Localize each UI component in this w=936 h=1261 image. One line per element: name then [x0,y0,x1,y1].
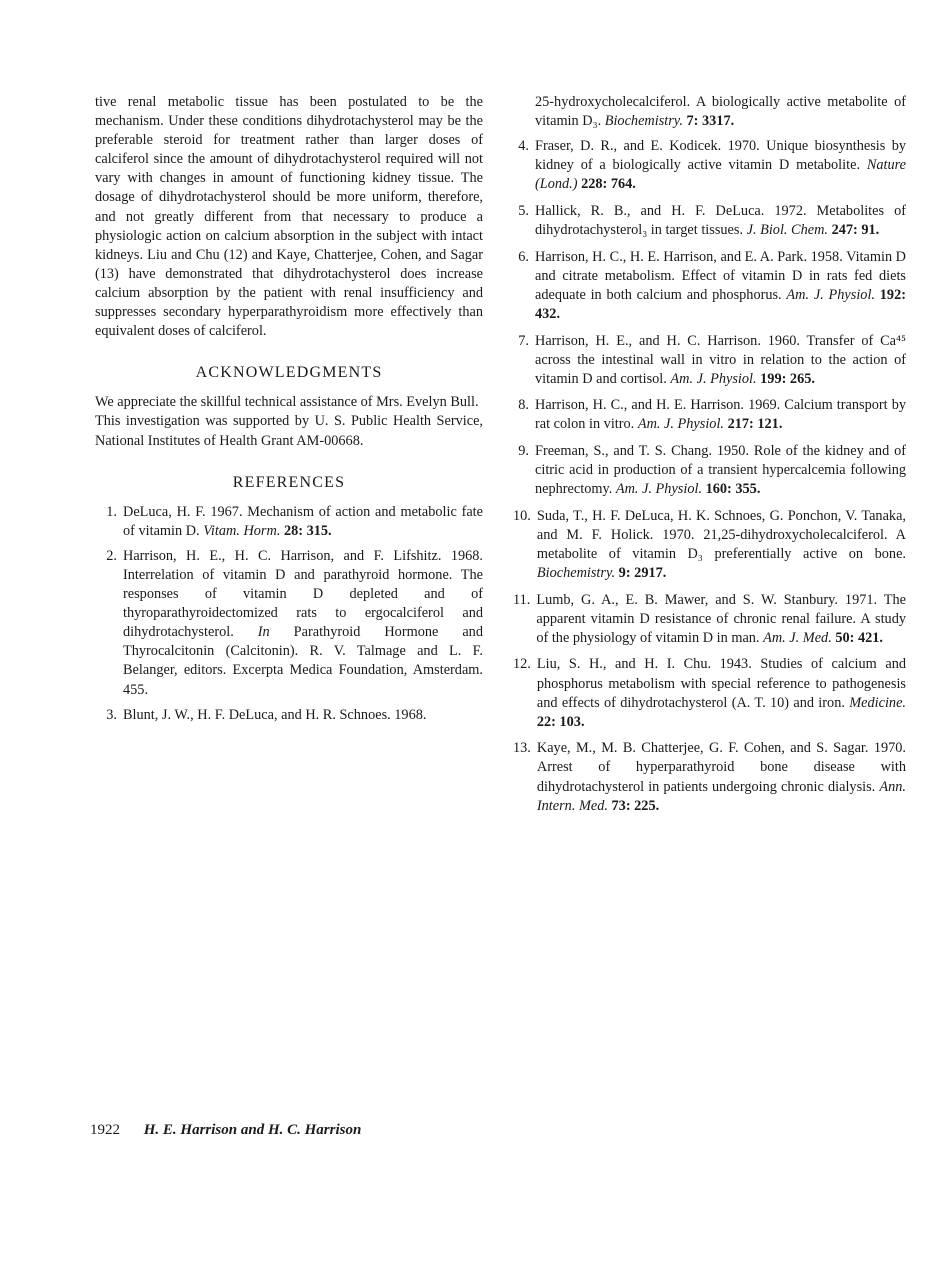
reference-item [513,739,906,815]
reference-item [513,396,906,434]
reference-item [513,591,906,648]
reference-number: 8. [518,397,529,414]
reference-item [95,503,483,541]
acknowledgments-heading: ACKNOWLEDGMENTS [195,364,383,382]
reference-continuation: 25-hydroxycholecalciferol. A biologically active metabolite of vitamin D₃. Biochemistry. 7: 3317. [535,94,906,130]
reference-text: Harrison, H. E., and H. C. Harrison. 1960. Transfer of Ca⁴⁵ across the intestinal wall in vitro in relation to the action of vitamin D and cortisol. Am. J. Physiol. 199: 265. [535,332,906,387]
reference-item [513,248,906,324]
page-number: 1922 [90,1122,120,1138]
reference-number: 11. [513,591,531,608]
reference-text: Suda, T., H. F. DeLuca, H. K. Schnoes, G. Ponchon, V. Tanaka, and M. F. Holick. 1970. 21,25-dihydroxycholecalciferol. A metabolite of vitamin D₃ preferentially active on bone. Biochemistry. 9: 2917. [536,507,906,582]
reference-number: 7. [518,332,529,349]
reference-number: 3. [106,706,117,723]
right-column [513,93,906,823]
reference-number: 13. [513,740,531,757]
reference-text: Blunt, J. W., H. F. DeLuca, and H. R. Schnoes. 1968. [123,706,427,723]
reference-item [95,547,483,700]
reference-text: DeLuca, H. F. 1967. Mechanism of action and metabolic fate of vitamin D. Vitam. Horm. 28: 315. [123,503,483,539]
reference-number: 2. [106,547,117,564]
reference-number: 12. [513,656,531,673]
running-authors: H. E. Harrison and H. C. Harrison [143,1122,362,1138]
reference-number: 10. [513,507,531,524]
reference-text: Hallick, R. B., and H. F. DeLuca. 1972. Metabolites of dihydrotachysterol₃ in target tissues. J. Biol. Chem. 247: 91. [535,202,906,239]
reference-item [513,202,906,240]
reference-item [513,655,906,731]
reference-text: Kaye, M., M. B. Chatterjee, G. F. Cohen, and S. Sagar. 1970. Arrest of hyperparathyroid bone disease with dihydrotachysterol in patients undergoing chronic dialysis. Ann. Intern. Med. 73: 225. [536,740,906,814]
reference-number: 6. [518,248,529,265]
reference-number: 5. [518,202,529,219]
reference-number: 4. [518,138,529,155]
reference-text: Harrison, H. C., and H. E. Harrison. 1969. Calcium transport by rat colon in vitro. Am. J. Physiol. 217: 121. [535,397,906,433]
reference-item [513,507,906,583]
reference-text: Liu, S. H., and H. I. Chu. 1943. Studies of calcium and phosphorus metabolism with special reference to pathogenesis and effects of dihydrotachysterol (A. T. 10) and iron. Medicine. 22: 103. [536,656,906,730]
acknowledgment-paragraph: We appreciate the skillful technical assistance of Mrs. Evelyn Bull. [95,394,479,411]
left-column [95,93,483,731]
reference-text: Fraser, D. R., and E. Kodicek. 1970. Unique biosynthesis by kidney of a biologically active vitamin D metabolite. Nature (Lond.) 228: 764. [535,138,906,193]
reference-item [513,442,906,499]
funding-paragraph: This investigation was supported by U. S. Public Health Service, National Institutes of Health Grant AM-00668. [95,413,483,449]
reference-text: Harrison, H. C., H. E. Harrison, and E. A. Park. 1958. Vitamin D and citrate metabolism. Effect of vitamin D in rats fed diets adequate in both calcium and phosphorus. Am. J. Physiol. 192: 432. [535,248,906,322]
reference-item [95,706,483,725]
reference-number: 9. [518,443,529,459]
reference-text: Freeman, S., and T. S. Chang. 1950. Role of the kidney and of citric acid in production of a transient hypercalcemia following nephrectomy. Am. J. Physiol. 160: 355. [535,443,906,498]
page-footer [90,1122,361,1139]
reference-text: Lumb, G. A., E. B. Mawer, and S. W. Stanbury. 1971. The apparent vitamin D resistance of chronic renal failure. A study of the physiology of vitamin D in man. Am. J. Med. 50: 421. [536,591,906,646]
references-heading: REFERENCES [232,473,346,491]
reference-item [513,332,906,389]
reference-item [513,137,906,194]
reference-text: Harrison, H. E., H. C. Harrison, and F. Lifshitz. 1968. Interrelation of vitamin D and parathyroid hormone. The responses of vitamin D depleted and of thyroparathyroidectomized rats to ergocalciferol and dihydrotachysterol. In Parathyroid Hormone and Thyrocalcitonin (Calcitonin). R. V. Talmage and L. F. Belanger, editors. Excerpta Medica Foundation, Amsterdam. 455. [123,547,483,698]
body-paragraph: tive renal metabolic tissue has been postulated to be the mechanism. Under these conditions dihydrotachysterol may be the preferable steroid for treatment rather than larger doses of calciferol since the amount of dihydrotachysterol required will not vary with changes in amount of functioning kidney tissue. The dosage of dihydrotachysterol should be more uniform, therefore, and not greatly different from that necessary to produce a physiologic action on calcium absorption in the subject with intact kidneys. Liu and Chu (12) and Kaye, Chatterjee, Cohen, and Sagar (13) have demonstrated that dihydrotachysterol does increase calcium absorption by the patient with renal insufficiency and suppresses secondary hyperparathyroidism more effectively than equivalent doses of calciferol. [95,94,483,340]
reference-number: 1. [106,503,117,520]
